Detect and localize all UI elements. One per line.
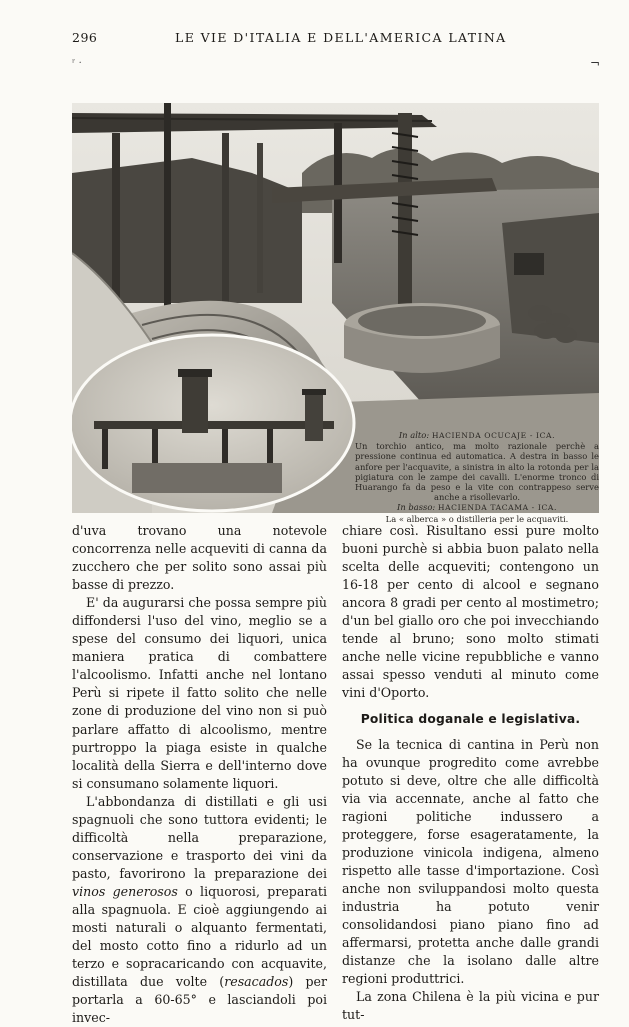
paragraph: Se la tecnica di cantina in Perù non ha ovunque progredito come avrebbe potuto si deve, oltre che alle difficoltà via via accennate, anche al fatto che ragioni politiche indussero a proteggere, forse esageratamente, la produzione vinicola indigena, almeno rispetto alle tasse d'importazione. Così anche non sviluppandosi molto questa industria ha potuto venir consolidandosi piano piano fino ad affermarsi, protetta anche dalle grandi distanze che la isolano dalle altre regioni produttrici. xyxy=(342,736,599,987)
paragraph-text: L'abbondanza di distillati e gli usi spagnuoli che sono tuttora evidenti; le difficoltà nella preparazione, conservazione e trasporto dei vini da pasto, favorirono la preparazione dei xyxy=(72,793,327,881)
paragraph xyxy=(72,793,327,1027)
photo-caption xyxy=(355,430,599,524)
caption-bottom-place: HACIENDA TACAMA - ICA. xyxy=(437,503,557,513)
page-number: 296 xyxy=(72,30,98,45)
caption-top-text: Un torchio antico, ma molto razionale perchè a pressione continua ed automatica. A destra in basso le anfore per l'acquavite, a sinistra in alto la rotonda per la pigiatura con le zampe dei cavalli. L'enorme tronco di Huarango fa da peso e la vite con contrappeso serve anche a risollevarlo. xyxy=(355,441,599,503)
paragraph-text: ) per portarla a 60-65° e lasciandoli poi invec- xyxy=(72,974,328,1026)
paragraph-text: o liquorosi, preparati alla spagnuola. E cioè aggiungendo ai mosti naturali o alquanto fermentati, del mosto cotto fino a ridurlo ad un terzo e sopracaricando con acquavite, distillata due volte ( xyxy=(72,883,327,990)
caption-bottom-label: In basso: xyxy=(397,502,436,513)
paragraph: E' da augurarsi che possa sempre più diffondersi l'uso del vino, meglio se a spese del consumo dei liquori, unica maniera pratica di combattere l'alcoolismo. Infatti anche nel lontano Perù si ripete il fatto solito che nelle zone di produzione del vino non si può parlare affatto di alcoolismo, mentre purtroppo la piaga esiste in qualche località della Sierra e dell'interno dove si consumano solamente liquori. xyxy=(72,595,327,791)
running-title: LE VIE D'ITALIA E DELL'AMERICA LATINA xyxy=(175,30,507,45)
paragraph: chiare così. Risultano essi pure molto buoni purchè si abbia buon palato nella scelta delle acqueviti; contengono un 16-18 per cento di alcool e segnano ancora 8 gradi per cento al mostimetro; d'un bel giallo oro che poi invecchiando tende al bruno; sono molto stimati anche nelle vicine repubbliche e vanno assai spesso venduti al minuto come vini d'Oporto. xyxy=(342,523,599,701)
section-heading: Politica doganale e legislativa. xyxy=(360,712,581,727)
print-mark: ¬ xyxy=(590,56,601,70)
caption-top-label: In alto: xyxy=(398,430,430,440)
caption-bottom-text: La « alberca » o distilleria per le acquaviti. xyxy=(385,513,569,524)
left-column xyxy=(72,522,327,1027)
right-column xyxy=(342,522,599,1024)
paragraph: La zona Chilena è la più vicina e pur tut- xyxy=(342,989,599,1023)
print-mark: ʳ · xyxy=(72,58,82,69)
italic-term: vinos generosos xyxy=(72,883,178,899)
paragraph: d'uva trovano una notevole concorrenza nelle acqueviti di canna da zucchero che per solito sono assai più basse di prezzo. xyxy=(72,523,327,593)
caption-top-place: HACIENDA OCUCAJE - ICA. xyxy=(431,431,556,440)
italic-term: resacados xyxy=(224,974,289,990)
